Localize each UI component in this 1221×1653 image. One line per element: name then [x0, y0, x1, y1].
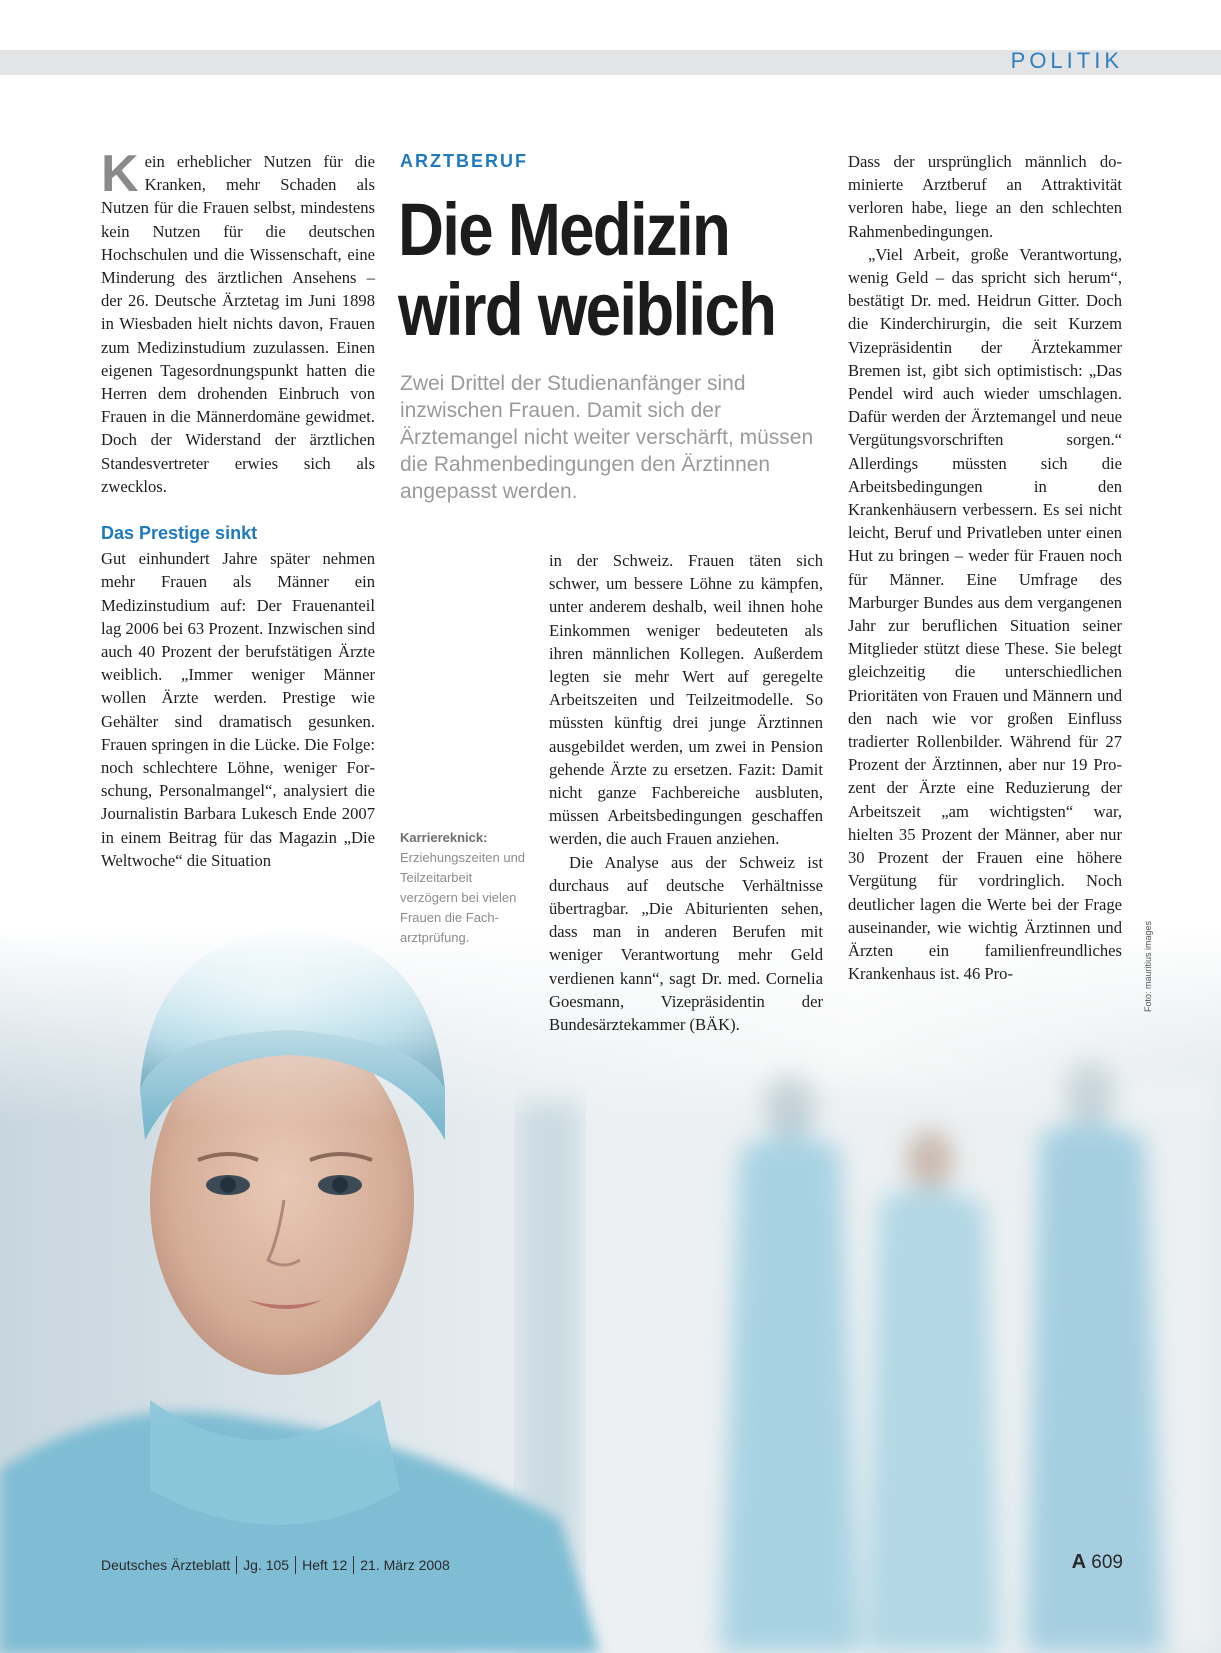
intro-paragraph: Kein erheblicher Nutzen für die Kranken, mehr Schaden als Nutzen für die Frauen selbst, mindestens kein Nutzen für die deutschen Hochschulen und die Wissenschaft, eine Minderung des ärztlichen Ansehens – der 26. Deutsche Ärztetag im Juni 1898 in Wiesbaden hielt nichts davon, Frauen zum Medizinstudium zuzulassen. Einen eigenen Tagesordnungspunkt hatten die Herren dem drohenden Einbruch von Frauen in die Männerdomäne gewidmet. Doch der Widerstand der ärztlichen Standesvertreter erwies sich als zwecklos.: [101, 145, 375, 496]
photo-credit: Foto: mauritius images: [1143, 920, 1153, 1012]
caption-title: Karriereknick:: [400, 830, 488, 845]
body-paragraph: Gut einhundert Jahre später nehmen mehr Frauen als Männer ein Medizinstudium auf: Der Frauenanteil lag 2006 bei 63 Prozent. Inzwischen sind auch 40 Prozent der berufstätigen Ärzte weiblich. „Immer weniger Männer wollen Ärzte werden. Prestige wie Gehälter sind dramatisch gesunken. Frauen springen in die Lücke. Die Folge: noch schlechtere Löhne, weniger Forschung, Personalmangel“, analysiert die Journalistin Barbara Lukesch Ende 2007 in einem Beitrag für das Magazin „Die Weltwoche“ die Situation: [101, 549, 375, 870]
body-paragraph: in der Schweiz. Frauen täten sich schwer, um bessere Löhne zu kämpfen, unter anderem deshalb, weil ihnen hohe Einkommen weniger bedeuteten als ihren männlichen Kollegen. Außerdem legten sie mehr Wert auf geregelte Arbeitszeiten und Teilzeitmodelle. So müssten künftig drei junge Ärztinnen ausgebildet werden, um zwei in Pension gehende Ärzte zu ersetzen. Fazit: Damit nicht ganze Fachbereiche ausbluten, müssen Arbeitsbedingungen geschaffen werden, die auch Frauen anziehen.: [549, 551, 823, 849]
divider: [236, 1556, 237, 1574]
volume: Jg. 105: [243, 1557, 290, 1573]
body-paragraph: Die Analyse aus der Schweiz ist durchaus auf deutsche Verhältnisse übertragbar. „Die Abiturienten sehen, dass man in anderen Berufen mit weniger Verantwortung mehr Geld verdienen kann“, sagt Dr. med. Cornelia Goesmann, Vizepräsidentin der Bundesärztekammer (BÄK).: [549, 852, 823, 1035]
issue: Heft 12: [302, 1557, 348, 1573]
article-headline: Die Medizin wird weiblich: [398, 188, 776, 351]
article-column-4: [848, 150, 1122, 985]
divider: [295, 1556, 296, 1574]
section-label: POLITIK: [1010, 48, 1123, 73]
subheading: Das Prestige sinkt: [101, 523, 258, 544]
body-paragraph: Dass der ursprünglich männlich dominierte Arztberuf an Attraktivität verloren habe, liege an den schlechten Rahmenbedingungen.: [848, 152, 1122, 241]
body-paragraph: „Viel Arbeit, große Verantwortung, wenig Geld – das spricht sich herum“, bestätigt Dr. med. Heidrun Gitter. Doch die Kinderchirurgin, die seit Kurzem Vizepräsidentin der Ärztekammer Bremen ist, gibt sich optimistisch: „Das Pendel wird auch wieder umschlagen. Dafür werden der Ärztemangel und neue Vergütungsvorschriften sorgen.“ Allerdings müssten sich die Arbeitsbedingungen in den Krankenhäusern verbessern. Es sei nicht leicht, Beruf und Privatleben unter einen Hut zu bringen – weder für Frauen noch für Männer. Eine Umfrage des Marburger Bundes aus dem vergangenen Jahr zur beruflichen Situation seiner Mitglieder stützt diese These. Sie belegt gleichzeitig die unterschiedlichen Prioritäten von Frauen und Männern und den nach wie vor großen Einfluss tradierter Rollenbilder. Während für 27 Prozent der Ärztinnen, aber nur 19 Prozent der Ärzte eine Reduzierung der Arbeitszeit „am wichtigsten“ war, hielten 35 Prozent der Männer, aber nur 30 Prozent der Frauen eine höhere Vergütung für vordringlich. Noch deutlicher lagen die Werte bei der Frage auseinander, wie wichtig Ärztinnen und Ärzten ein familienfreundliches Krankenhaus ist. 46 Pro-: [848, 244, 1122, 984]
caption-text: Erziehungszeiten und Teilzeitarbeit verzögern bei vielen Frauen die Facharztprüfung.: [400, 850, 526, 945]
article-column-1: [101, 145, 375, 872]
page-number: A 609: [1071, 1551, 1123, 1573]
article-column-3: [549, 549, 823, 1036]
issue-date: 21. März 2008: [360, 1557, 450, 1573]
article-lead: Zwei Drittel der Studienanfänger sind inzwischen Frauen. Damit sich der Ärztemangel nicht weiter verschärft, müssen die Rahmenbedingungen den Ärztinnen angepasst werden.: [400, 372, 814, 503]
footer-citation: [101, 1556, 450, 1574]
dropcap: K: [101, 145, 139, 203]
photo-caption: [400, 828, 530, 948]
article-kicker: ARZTBERUF: [400, 151, 528, 171]
divider: [353, 1556, 354, 1574]
journal-name: Deutsches Ärzteblatt: [101, 1557, 231, 1573]
